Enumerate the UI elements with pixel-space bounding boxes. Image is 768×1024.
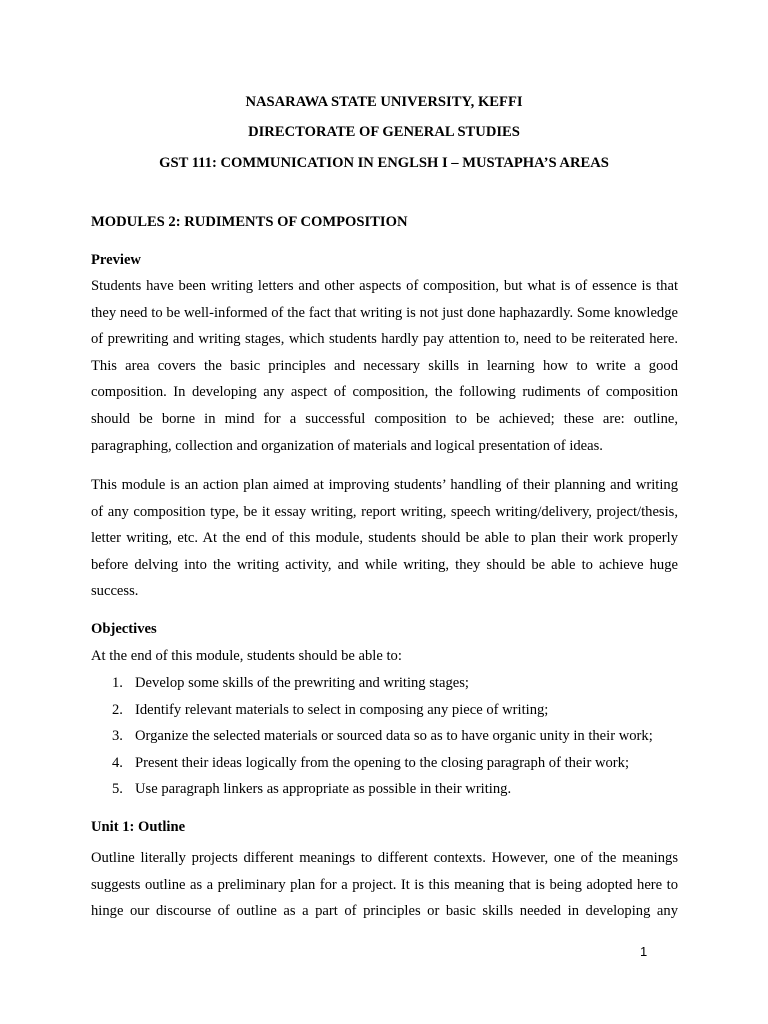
objectives-intro: At the end of this module, students should be able to:: [91, 648, 402, 664]
list-item: [91, 754, 691, 781]
objectives-heading: Objectives: [91, 621, 157, 637]
list-item-text: Identify relevant materials to select in composing any piece of writing;: [135, 701, 549, 718]
list-item-text: Organize the selected materials or sourced data so as to have organic unity in their work;: [135, 728, 653, 744]
university-title: NASARAWA STATE UNIVERSITY, KEFFI: [245, 94, 523, 110]
preview-heading: Preview: [91, 252, 141, 268]
unit1-heading: Unit 1: Outline: [91, 819, 186, 835]
course-title: GST 111: COMMUNICATION IN ENGLSH I – MUSTAPHA’S AREAS: [159, 155, 609, 171]
page-number: 1: [640, 944, 648, 959]
list-item: [91, 727, 691, 754]
list-item-number: 2.: [112, 701, 123, 718]
list-item-number: 1.: [112, 675, 123, 691]
objectives-list: [91, 674, 691, 807]
list-item-number: 4.: [112, 754, 123, 771]
list-item-text: Present their ideas logically from the opening to the closing paragraph of their work;: [135, 754, 630, 771]
module-title: MODULES 2: RUDIMENTS OF COMPOSITION: [91, 214, 408, 230]
preview-paragraph-1: Students have been writing letters and other aspects of composition, but what is of essence is that they need to be well-informed of the fact that writing is not just done haphazardly. Some knowledge of prewriting and writing stages, which students hardly pay attention to, need to be reiterated here. This area covers the basic principles and necessary skills in learning how to write a good composition. In developing any aspect of composition, the following rudiments of composition should be borne in mind for a successful composition to be achieved; these are: outline, paragraphing, collection and organization of materials and logical presentation of ideas.: [91, 278, 678, 454]
list-item-number: 5.: [112, 781, 123, 797]
preview-paragraph-2: This module is an action plan aimed at improving students’ handling of their planning and writing of any composition type, be it essay writing, report writing, speech writing/delivery, project/thesis, letter writing, etc. At the end of this module, students should be able to plan their work properly before delving into the writing activity, and while writing, they should be able to achieve huge success.: [91, 477, 678, 600]
list-item-text: Develop some skills of the prewriting and writing stages;: [135, 675, 469, 691]
list-item-number: 3.: [112, 728, 123, 744]
unit1-paragraph: Outline literally projects different meanings to different contexts. However, one of the meanings suggests outline as a preliminary plan for a project. It is this meaning that is being adopted here to hinge our discourse of outline as a part of principles or basic skills needed in developing any: [91, 850, 678, 920]
list-item: [91, 780, 691, 807]
directorate-title: DIRECTORATE OF GENERAL STUDIES: [248, 124, 520, 140]
list-item: [91, 701, 691, 728]
list-item-text: Use paragraph linkers as appropriate as possible in their writing.: [135, 781, 512, 797]
list-item: [91, 674, 691, 701]
